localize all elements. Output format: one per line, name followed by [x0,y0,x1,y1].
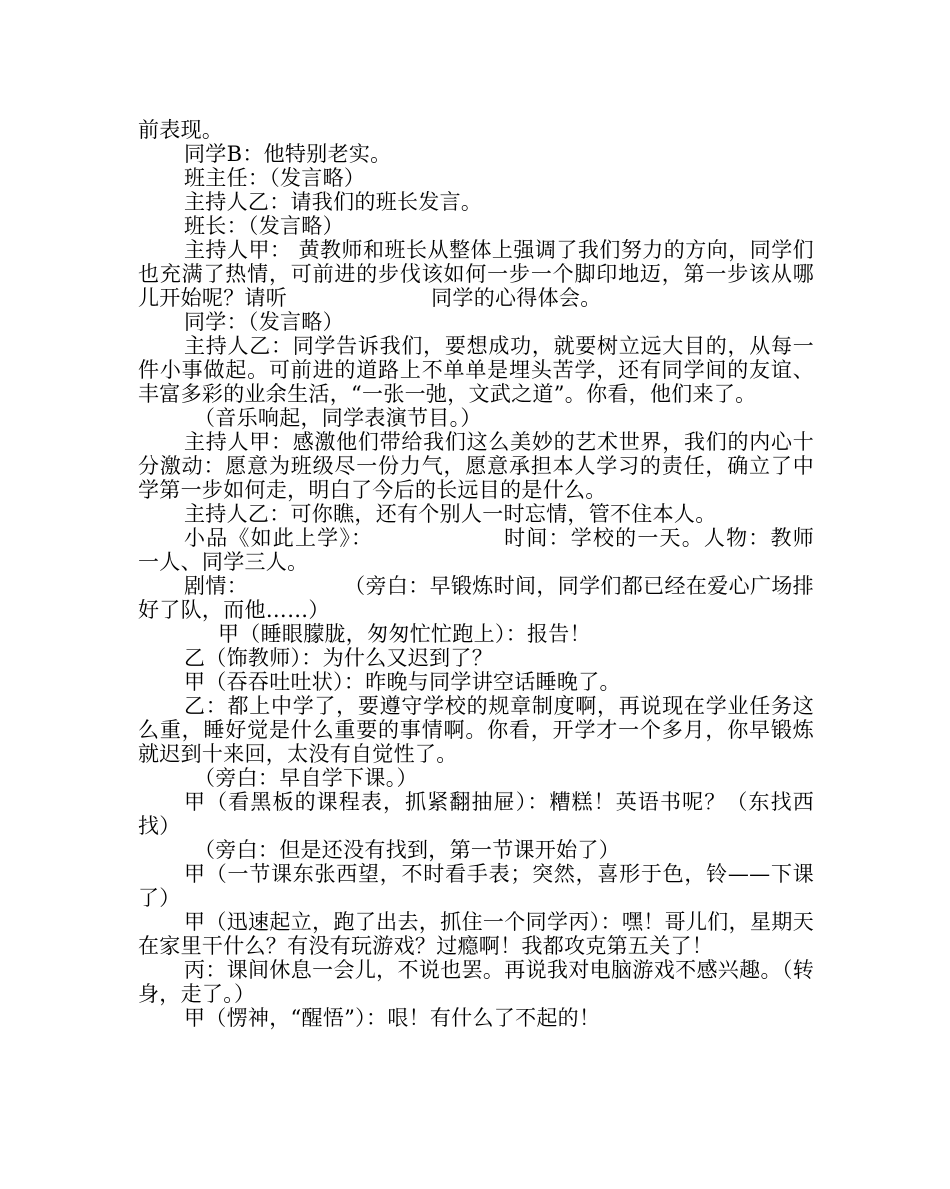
paragraph-text: 前表现。 [138,118,224,142]
paragraph-22 [138,910,814,958]
paragraph-17 [138,694,814,766]
paragraph-text: 乙（饰教师）：为什么又迟到了？ [184,646,493,670]
paragraph-4 [138,190,814,214]
paragraph-19 [138,790,814,838]
paragraph-15 [138,646,814,670]
paragraph-text: （旁白：早锻炼时间，同学们都已经在爱心广场排好了队，而他……） [138,574,814,622]
paragraph-text: 班主任：（发言略） [184,166,366,190]
paragraph-text: 甲（看黑板的课程表，抓紧翻抽屉）：糟糕！英语书呢？（东找西找） [138,790,814,838]
document-body [138,118,814,1030]
paragraph-text: 甲（吞吞吐吐状）：昨晚与同学讲空话睡晚了。 [184,670,621,694]
paragraph-18 [138,766,814,790]
paragraph-13 [138,574,814,622]
paragraph-8 [138,334,814,406]
paragraph-16 [138,670,814,694]
paragraph-24 [138,1006,814,1030]
paragraph-6 [138,238,814,310]
paragraph-10 [138,430,814,502]
paragraph-text: 丙：课间休息一会儿，不说也罢。再说我对电脑游戏不感兴趣。（转身，走了。） [138,958,814,1006]
paragraph-text: 甲（迅速起立，跑了出去，抓住一个同学丙）：嘿！哥儿们，星期天在家里干什么？有没有玩游戏？过瘾啊！我都攻克第五关了！ [138,910,814,958]
paragraph-9 [138,406,814,430]
paragraph-12 [138,526,814,574]
paragraph-text: 甲（睡眼朦胧，匆匆忙忙跑上）：报告！ [218,622,591,646]
paragraph-text: 主持人乙：请我们的班长发言。 [184,190,483,214]
paragraph-text: 甲（愣神，“醒悟”）：哏！有什么了不起的！ [184,1006,601,1030]
paragraph-text: 班长：（发言略） [184,214,344,238]
paragraph-14 [138,622,814,646]
paragraph-2 [138,142,814,166]
paragraph-5 [138,214,814,238]
paragraph-text: 同学的心得体会。 [431,286,602,310]
paragraph-text: （旁白：早自学下课。） [194,766,418,790]
paragraph-11 [138,502,814,526]
paragraph-text: 剧情： [184,574,249,598]
paragraph-text: 乙：都上中学了，要遵守学校的规章制度啊，再说现在学业任务这么重，睡好觉是什么重要的事情啊。你看，开学才一个多月，你早锻炼就迟到十来回，太没有自觉性了。 [138,694,814,766]
paragraph-21 [138,862,814,910]
paragraph-text: 时间：学校的一天。人物：教师一人、同学三人。 [138,526,814,574]
paragraph-7 [138,310,814,334]
paragraph-20 [138,838,814,862]
paragraph-text: 甲（一节课东张西望，不时看手表；突然，喜形于色，铃——下课了） [138,862,814,910]
paragraph-1 [138,118,814,142]
paragraph-text: 主持人甲：感激他们带给我们这么美妙的艺术世界，我们的内心十分激动：愿意为班级尽一份力气，愿意承担本人学习的责任，确立了中学第一步如何走，明白了今后的长远目的是什么。 [138,430,814,502]
paragraph-text: 同学：（发言略） [184,310,344,334]
paragraph-text: 主持人乙：同学告诉我们，要想成功，就要树立远大目的，从每一件小事做起。可前进的道路上不单单是埋头苦学，还有同学间的友谊、丰富多彩的业余生活，“一张一弛，文武之道”。你看，他们来了。 [138,334,814,406]
paragraph-3 [138,166,814,190]
paragraph-text: 主持人甲： 黄教师和班长从整体上强调了我们努力的方向，同学们也充满了热情，可前进的步伐该如何一步一个脚印地迈，第一步该从哪儿开始呢？请听 [138,238,814,310]
paragraph-text: 同学B：他特别老实。 [184,142,392,166]
paragraph-text: （音乐响起，同学表演节目。） [194,406,482,430]
paragraph-text: （旁白：但是还没有找到，第一节课开始了） [194,838,620,862]
paragraph-text: 主持人乙：可你瞧，还有个别人一时忘情，管不住本人。 [184,502,717,526]
paragraph-23 [138,958,814,1006]
paragraph-text: 小品《如此上学》： [184,526,374,550]
